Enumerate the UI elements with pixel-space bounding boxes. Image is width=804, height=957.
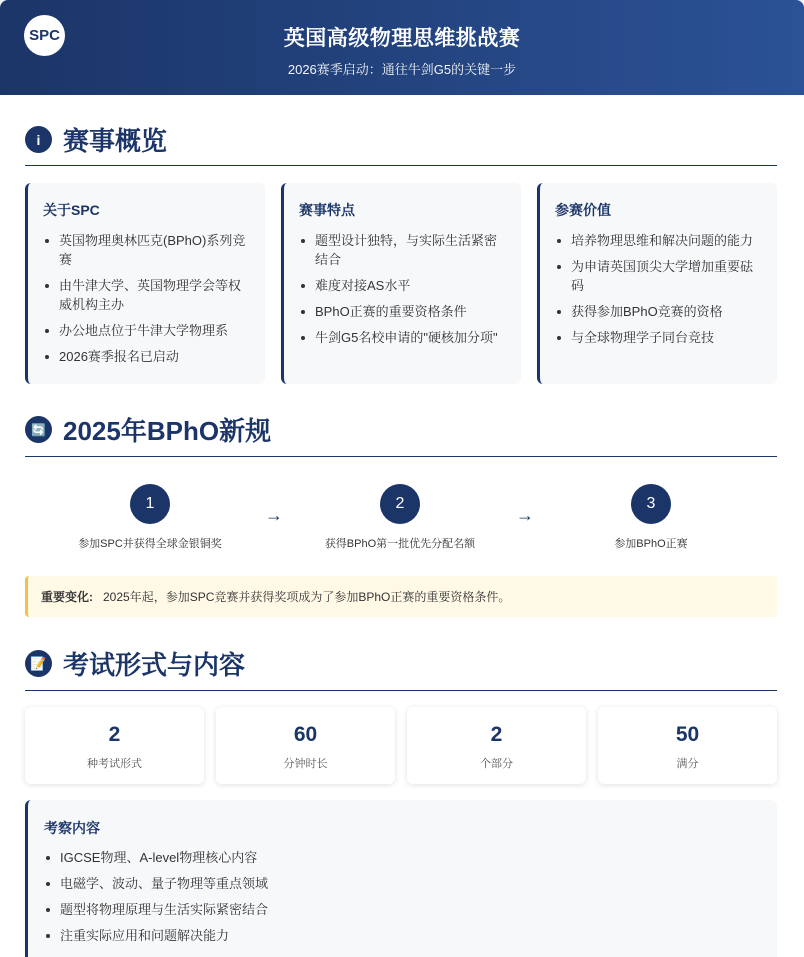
notice-label: 重要变化: — [41, 590, 93, 604]
list-item: 获得参加BPhO竞赛的资格 — [555, 302, 763, 321]
list-item: 题型设计独特，与实际生活紧密结合 — [299, 231, 507, 269]
stat-label: 种考试形式 — [87, 758, 142, 770]
list-item: 由牛津大学、英国物理学会等权威机构主办 — [43, 276, 251, 314]
value-card — [537, 183, 777, 384]
stat-value: 50 — [675, 723, 700, 746]
spc-logo: SPC — [24, 15, 65, 56]
important-change-notice — [25, 576, 777, 617]
stat-value: 2 — [108, 723, 121, 746]
features-card — [281, 183, 521, 384]
list-item: 注重实际应用和问题解决能力 — [44, 926, 763, 945]
refresh-icon: 🔄 — [25, 416, 52, 443]
about-spc-card — [25, 183, 265, 384]
page-title: 英国高级物理思维挑战赛 — [283, 27, 521, 50]
card-list — [299, 231, 507, 347]
info-icon: i — [25, 126, 52, 153]
stat-value: 60 — [293, 723, 318, 746]
overview-cards — [25, 183, 777, 384]
main-content — [0, 121, 804, 957]
card-title: 关于SPC — [43, 202, 100, 218]
rules-steps — [25, 457, 777, 576]
step-label: 获得BPhO第一批优先分配名额 — [324, 538, 476, 550]
step-number: 3 — [631, 484, 671, 524]
overview-section-header — [25, 121, 777, 166]
exam-content-box — [25, 800, 777, 957]
list-item: 与全球物理学子同台竞技 — [555, 328, 763, 347]
step-3 — [531, 484, 771, 551]
step-number: 2 — [380, 484, 420, 524]
card-title: 参赛价值 — [555, 202, 611, 218]
list-item: 牛剑G5名校申请的"硬核加分项" — [299, 328, 507, 347]
list-item: 培养物理思维和解决问题的能力 — [555, 231, 763, 250]
stat-label: 满分 — [676, 758, 699, 770]
step-1 — [30, 484, 270, 551]
list-item: 2026赛季报名已启动 — [43, 347, 251, 366]
card-title: 赛事特点 — [299, 202, 355, 218]
stat-card — [407, 707, 586, 784]
list-item: 为申请英国顶尖大学增加重要砝码 — [555, 257, 763, 295]
notice-text: 2025年起，参加SPC竞赛并获得奖项成为了参加BPhO正赛的重要资格条件。 — [103, 590, 511, 604]
step-2 — [280, 484, 520, 551]
rules-section-header — [25, 411, 777, 457]
card-list — [43, 231, 251, 366]
step-label: 参加BPhO正赛 — [614, 538, 688, 550]
exam-stats — [25, 707, 777, 784]
rules-title: 2025年BPhO新规 — [63, 416, 272, 446]
step-label: 参加SPC并获得全球金银铜奖 — [78, 538, 222, 550]
memo-icon: 📝 — [25, 650, 52, 677]
stat-card — [598, 707, 777, 784]
stat-label: 个部分 — [480, 758, 513, 770]
stat-label: 分钟时长 — [283, 758, 328, 770]
list-item: BPhO正赛的重要资格条件 — [299, 302, 507, 321]
stat-value: 2 — [490, 723, 503, 746]
list-item: 电磁学、波动、量子物理等重点领域 — [44, 874, 763, 893]
content-title: 考察内容 — [44, 820, 100, 836]
arrow-right-icon: → — [516, 505, 534, 525]
card-list — [555, 231, 763, 347]
overview-title: 赛事概览 — [63, 126, 168, 156]
list-item: 办公地点位于牛津大学物理系 — [43, 321, 251, 340]
list-item: 难度对接AS水平 — [299, 276, 507, 295]
header-banner — [0, 0, 804, 95]
exam-title: 考试形式与内容 — [63, 650, 246, 680]
list-item: IGCSE物理、A-level物理核心内容 — [44, 848, 763, 867]
content-list — [44, 848, 763, 945]
exam-section-header — [25, 645, 777, 691]
stat-card — [216, 707, 395, 784]
list-item: 题型将物理原理与生活实际紧密结合 — [44, 900, 763, 919]
arrow-right-icon: → — [265, 505, 283, 525]
stat-card — [25, 707, 204, 784]
step-number: 1 — [130, 484, 170, 524]
page-subtitle: 2026赛季启动：通往牛剑G5的关键一步 — [287, 62, 517, 77]
list-item: 英国物理奥林匹克(BPhO)系列竞赛 — [43, 231, 251, 269]
